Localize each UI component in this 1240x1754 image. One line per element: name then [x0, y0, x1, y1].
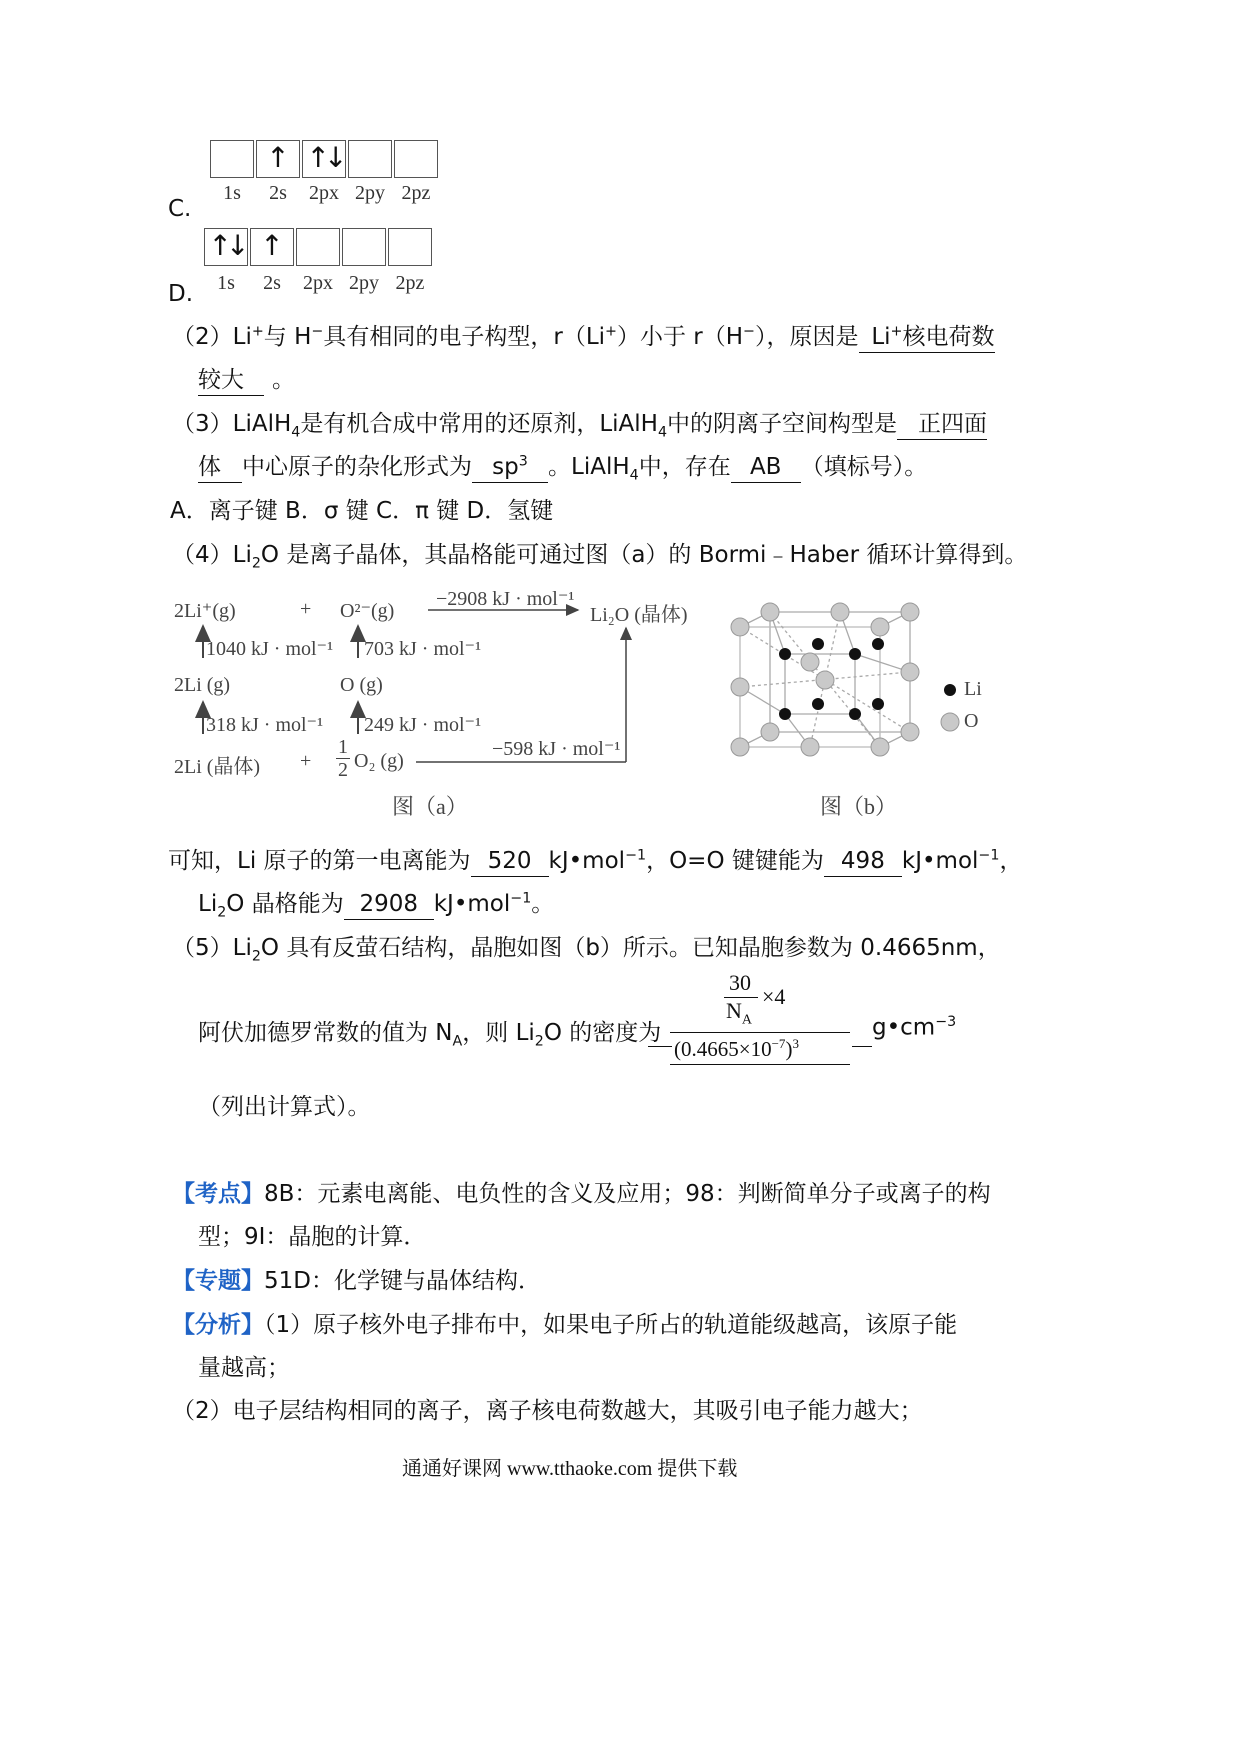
figure-b-caption: 图（b） — [820, 794, 898, 819]
orbital-box-2s: ↑ — [250, 228, 294, 266]
q3-answer-shape-1: 正四面 — [897, 410, 987, 440]
q5-line2: 阿伏加德罗常数的值为 $N_A$，则 $Li_2O$ 的密度为 — [198, 1020, 662, 1050]
frac-num-30: 30 — [729, 970, 751, 995]
zhuanti-line: 【专题】51D：化学键与晶体结构． — [172, 1268, 541, 1294]
q3-answer-shape-2: 体 — [198, 453, 242, 483]
orbital-box-2pz — [394, 140, 438, 178]
bh-half: 1 2 — [338, 736, 348, 781]
frac-denominator: $(0.4665\times 10^{-7})^3$ — [674, 1036, 799, 1061]
q5-underline-left — [648, 1046, 672, 1047]
orbital-box-1s: ↑↓ — [204, 228, 248, 266]
fenxi-label: 【分析】 — [172, 1312, 264, 1338]
q5-underline-right — [852, 1046, 872, 1047]
q2-line1: （2）Li+与 H−具有相同的电子构型，r（Li+）小于 r（H−），原因是 Li+核电荷数 — [172, 318, 995, 353]
bh-lattice-label: −2908 kJ · mol⁻¹ — [436, 588, 575, 610]
orbital-box-2py — [342, 228, 386, 266]
bh-sub-label: 318 kJ · mol⁻¹ — [206, 714, 324, 736]
bh-o-gas: O (g) — [340, 674, 383, 696]
bh-li-solid: 2Li (晶体) — [174, 756, 261, 778]
q3-answer-hybrid: $sp^3$ — [472, 453, 548, 483]
bh-plus-2: + — [300, 750, 312, 772]
orbital-box-2px — [296, 228, 340, 266]
bh-ie-label: 1040 kJ · mol⁻¹ — [206, 638, 334, 660]
orbital-label: 1s — [217, 272, 235, 294]
kaodian-line2: 型；9I：晶胞的计算． — [198, 1224, 427, 1250]
orbital-box-2pz — [388, 228, 432, 266]
orbital-box-2py — [348, 140, 392, 178]
unit-cell-svg — [730, 592, 1010, 762]
orbital-label: 2py — [355, 182, 385, 204]
orbital-label: 2s — [263, 272, 281, 294]
q5-line3: （列出计算式）。 — [198, 1094, 371, 1120]
unit-cell-diagram — [730, 592, 1010, 822]
figure-a-caption: 图（a） — [392, 794, 468, 819]
q4-answer-ie: 520 — [471, 847, 549, 877]
orbital-label: 2pz — [401, 182, 431, 204]
orbital-label: 1s — [223, 182, 241, 204]
bh-li-gas: 2Li (g) — [174, 674, 231, 696]
bh-li-ion: 2Li⁺(g) — [174, 600, 236, 622]
bh-o-ion: O²⁻(g) — [340, 600, 395, 622]
q5-unit: $g•cm^{-3}$ — [872, 1014, 957, 1041]
orbital-label: 2px — [309, 182, 339, 204]
zhuanti-label: 【专题】 — [172, 1268, 264, 1294]
legend-o: O — [964, 710, 979, 732]
bh-formation-label: −598 kJ · mol⁻¹ — [492, 738, 621, 760]
q3-line2: 体 中心原子的杂化形式为 $sp^3$ 。LiAlH$_4$中，存在 AB （填标号）。 — [198, 453, 928, 484]
q4-result-line2: $Li_2O$ 晶格能为 2908 kJ•mol$^{-1}$。 — [198, 890, 555, 921]
q3-answer-bonds: AB — [731, 453, 801, 483]
q2-line2: 较大 。 — [198, 361, 295, 396]
fenxi-line2: 量越高； — [198, 1355, 290, 1381]
frac-main-bar — [670, 1032, 850, 1033]
orbital-box-2px: ↑↓ — [302, 140, 346, 178]
orbital-box-1s — [210, 140, 254, 178]
orbital-label: 2pz — [395, 272, 425, 294]
q4-answer-lattice: 2908 — [344, 890, 434, 920]
born-haber-diagram — [170, 580, 710, 820]
kaodian-label: 【考点】 — [172, 1181, 264, 1207]
legend-li: Li — [964, 678, 982, 700]
fenxi-line1: 【分析】（1）原子核外电子排布中，如果电子所占的轨道能级越高，该原子能 — [172, 1312, 958, 1338]
bh-li2o: Li₂O (晶体) — [590, 604, 688, 626]
frac-num-na: $N_A$ — [726, 998, 753, 1028]
orbital-label: 2py — [349, 272, 379, 294]
q5-line1: $(5)Li_2O$ 具有反萤石结构，晶胞如图（b）所示。已知晶胞参数为 0.4665nm， — [172, 935, 1001, 965]
orbital-label: 2px — [303, 272, 333, 294]
q2-answer-part2: 较大 — [198, 366, 264, 396]
orbital-box-2s: ↑ — [256, 140, 300, 178]
q4-answer-bond: 498 — [824, 847, 902, 877]
q4-result-line1: 可知，Li 原子的第一电离能为 520 kJ•mol$^{-1}$，O=O 键键能为 498 kJ•mol$^{-1}$， — [168, 842, 1022, 877]
page-footer: 通通好课网 www.tthaoke.com 提供下载 — [402, 1458, 738, 1480]
bh-plus: + — [300, 598, 312, 620]
frac-num-times: ×4 — [762, 984, 786, 1009]
option-d-label: D. — [168, 281, 194, 307]
bh-ea-label: 703 kJ · mol⁻¹ — [364, 638, 482, 660]
q3-line1: （3）LiAlH$_4$是有机合成中常用的还原剂，LiAlH$_4$中的阴离子空间构型是 正四面 — [172, 411, 988, 441]
q3-choices: A．离子键 B．σ 键 C．π 键 D．氢键 — [170, 498, 554, 524]
q4-intro: $(4)Li_2O$ 是离子晶体，其晶格能可通过图（a）的 Bormi﹣Haber 循环计算得到。 — [172, 542, 1028, 572]
orbital-label: 2s — [269, 182, 287, 204]
bh-bond-label: 249 kJ · mol⁻¹ — [364, 714, 482, 736]
kaodian-line1: 【考点】8B：元素电离能、电负性的含义及应用；98：判断简单分子或离子的构 — [172, 1181, 991, 1207]
fenxi-line3: （2）电子层结构相同的离子，离子核电荷数越大，其吸引电子能力越大； — [172, 1398, 923, 1424]
bh-o2-gas: O₂ (g) — [354, 750, 404, 772]
frac-underline — [670, 1064, 850, 1065]
q2-answer-part1: Li+核电荷数 — [859, 323, 995, 353]
option-c-label: C. — [168, 196, 192, 222]
